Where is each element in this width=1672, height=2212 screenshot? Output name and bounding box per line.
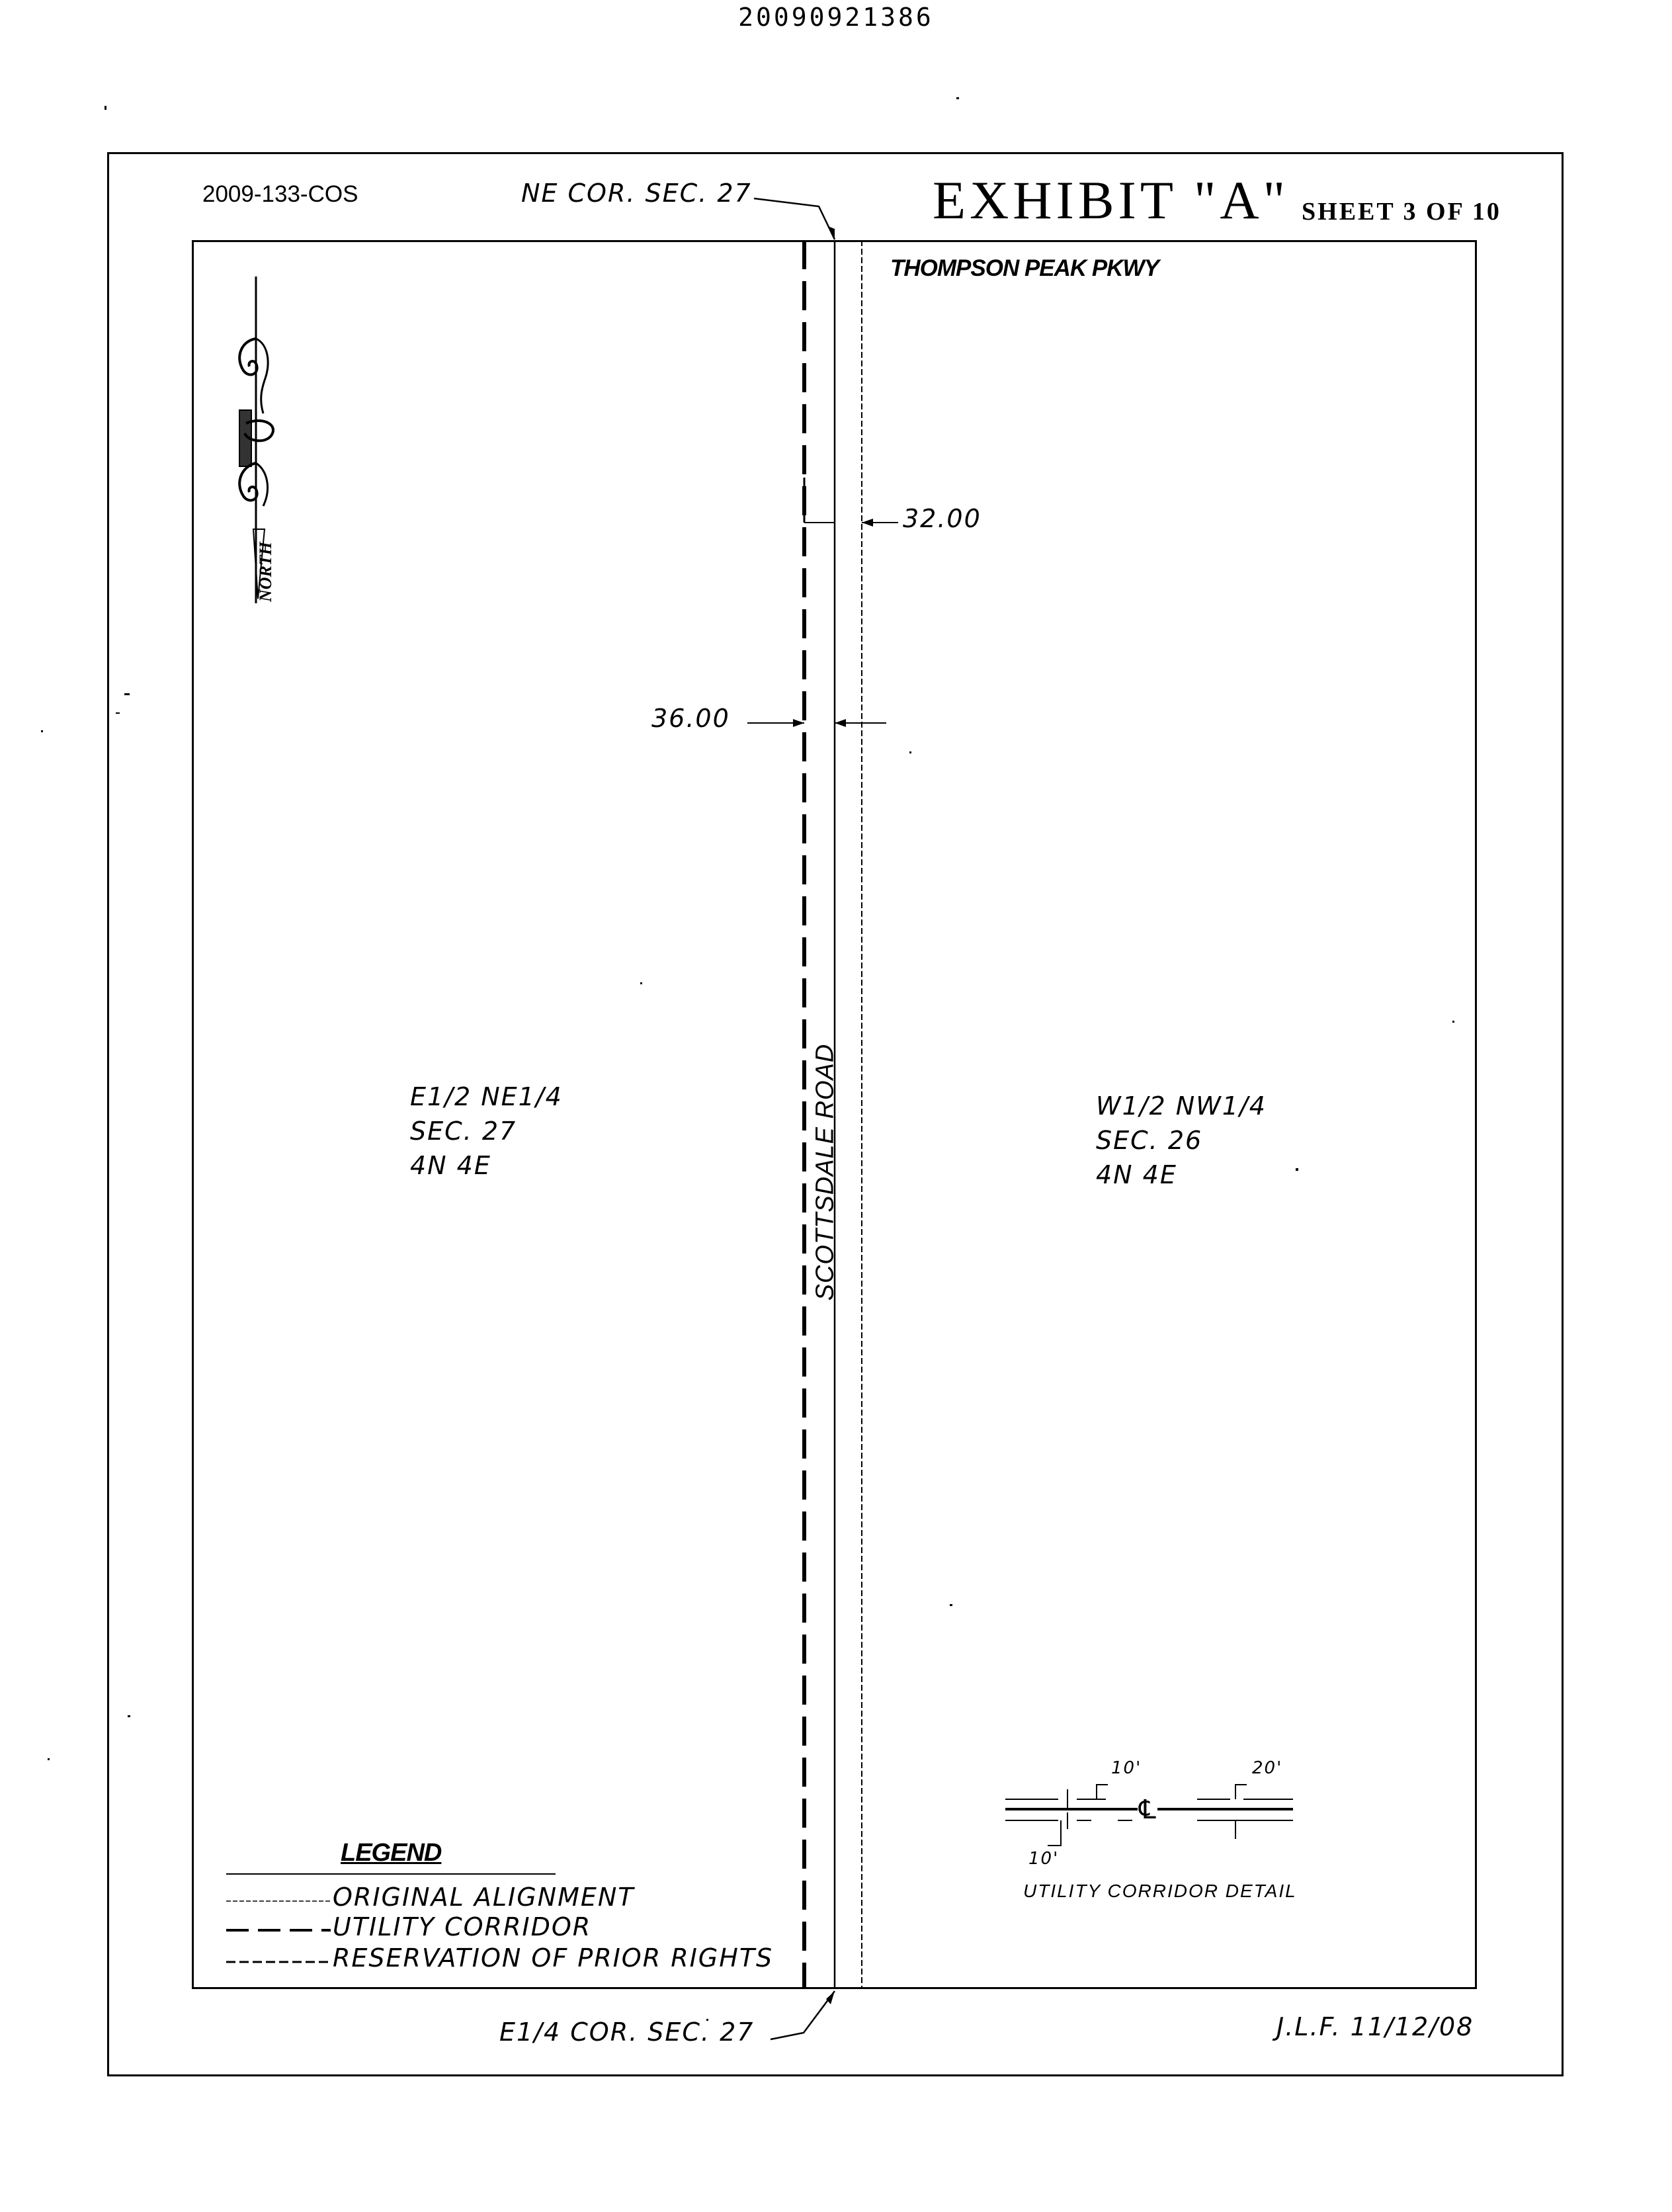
parcel-east-line1: W1/2 NW1/4 [1096,1091,1267,1121]
legend-item-utility-corridor: UTILITY CORRIDOR [333,1912,592,1941]
parcel-label-west [410,1080,563,1183]
street-label-thompson-peak: THOMPSON PEAK PKWY [890,255,1159,281]
exhibit-title: EXHIBIT "A" [933,170,1290,230]
ne-corner-leader [754,198,835,239]
parcel-west-line3: 4N 4E [410,1151,491,1180]
legend-title: LEGEND [341,1839,442,1867]
parcel-west-line2: SEC. 27 [410,1117,517,1146]
parcel-west-line1: E1/2 NE1/4 [410,1082,563,1111]
parcel-label-east [1096,1089,1267,1192]
document-number: 20090921386 [738,3,934,32]
detail-label-10-top: 10' [1111,1758,1142,1778]
scan-speckles [41,97,1454,2021]
job-number: 2009-133-COS [202,181,358,207]
parcel-east-line2: SEC. 26 [1096,1126,1203,1155]
parcel-east-line3: 4N 4E [1096,1160,1177,1189]
legend-item-original-alignment: ORIGINAL ALIGNMENT [333,1883,635,1912]
dimension-label-36: 36.00 [651,704,730,733]
e14-corner-leader [771,1991,835,2039]
legend-item-reservation: RESERVATION OF PRIOR RIGHTS [333,1943,774,1973]
dimension-32 [804,478,898,527]
road-label-scottsdale: SCOTTSDALE ROAD [811,1043,839,1301]
ne-corner-label: NE COR. SEC. 27 [521,179,752,208]
detail-label-10-bottom: 10' [1028,1849,1060,1869]
detail-label-20: 20' [1252,1758,1283,1778]
detail-caption: UTILITY CORRIDOR DETAIL [1023,1881,1297,1901]
dimension-label-32: 32.00 [903,504,982,533]
north-label: NORTH [256,542,275,602]
e14-corner-label: E1/4 COR. SEC. 27 [499,2018,755,2047]
centerline-symbol: ℄ [1139,1795,1156,1825]
sheet-label: SHEET 3 OF 10 [1302,198,1501,226]
drafter-date: J.L.F. 11/12/08 [1276,2012,1474,2041]
dimension-36 [747,719,886,727]
north-arrow [239,276,273,603]
